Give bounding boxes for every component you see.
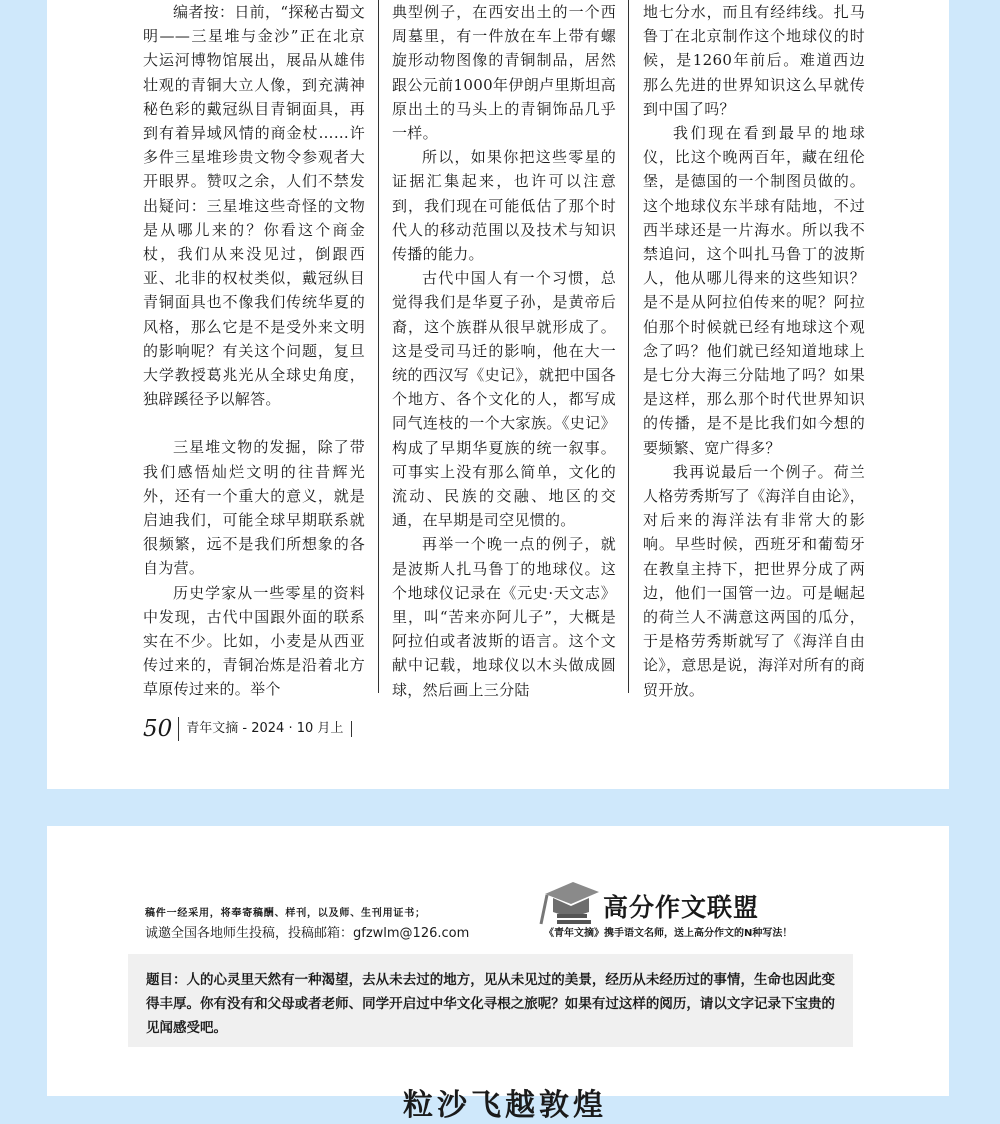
contribution-notice: 稿件一经采用，将奉寄稿酬、样刊，以及师、生刊用证书；: [145, 908, 426, 919]
article-column-3: [643, 0, 865, 702]
magazine-issue: 青年文摘 - 2024 · 10 月上: [179, 721, 352, 737]
contribution-invite: 诚邀全国各地师生投稿，投稿邮箱：gfzwlm@126.com: [145, 926, 470, 941]
paragraph: 历史学家从一些零星的资料中发现，古代中国跟外面的联系实在不少。比如，小麦是从西亚传过来的，青铜冶炼是沿着北方草原传过来的。举个: [143, 583, 365, 699]
column-title: 高分作文联盟: [603, 893, 760, 922]
essay-title: 粒沙飞越敦煌: [403, 1088, 607, 1123]
column-divider: [378, 0, 379, 693]
page-folio: [143, 717, 352, 741]
column-divider: [628, 0, 629, 693]
article-column-1: [143, 0, 365, 702]
paragraph: 再举一个晚一点的例子，就是波斯人扎马鲁丁的地球仪。这个地球仪记录在《元史·天文志》里，叫“苦来亦阿儿子”，大概是阿拉伯或者波斯的语言。这个文献中记载，地球仪以木头做成圆球，然后画上三分陆: [392, 535, 616, 699]
paragraph: 地七分水，而且有经纬线。扎马鲁丁在北京制作这个地球仪的时候，是1260年前后。难道西边那么先进的世界知识这么早就传到中国了吗？: [643, 3, 865, 118]
column-subtitle: 《青年文摘》携手语文名师，送上高分作文的N种写法！: [544, 928, 793, 939]
article-column-2: [392, 0, 616, 702]
editor-note: 编者按：日前，“探秘古蜀文明——三星堆与金沙”正在北京大运河博物馆展出，展品从雄伟壮观的青铜大立人像，到充满神秘色彩的戴冠纵目青铜面具，再到有着异域风情的商金杖……许多件三星堆珍贵文物令参观者大开眼界。赞叹之余，人们不禁发出疑问：三星堆这些奇怪的文物是从哪儿来的？你看这个商金杖，我们从来没见过，倒跟西亚、北非的权杖类似，戴冠纵目青铜面具也不像我们传统华夏的风格，那么它是不是受外来文明的影响呢？有关这个问题，复旦大学教授葛兆光从全球史角度，独辟蹊径予以解答。: [143, 3, 365, 409]
paragraph: 所以，如果你把这些零星的证据汇集起来，也许可以注意到，我们现在可能低估了那个时代人的移动范围以及技术与知识传播的能力。: [392, 148, 616, 264]
page-number: 50: [143, 717, 179, 741]
paragraph: 古代中国人有一个习惯，总觉得我们是华夏子孙，是黄帝后裔，这个族群从很早就形成了。这是受司马迁的影响，他在大一统的西汉写《史记》，就把中国各个地方、各个文化的人，都写成同气连枝的一个大家族。《史记》构成了早期华夏族的统一叙事。可事实上没有那么简单，文化的流动、民族的交融、地区的交通，在早期是司空见惯的。: [392, 269, 616, 530]
paragraph: 三星堆文物的发掘，除了带我们感悟灿烂文明的往昔辉光外，还有一个重大的意义，就是启迪我们，可能全球早期联系就很频繁，远不是我们所想象的各自为营。: [143, 438, 365, 578]
magazine-page-50: [47, 0, 949, 789]
graduation-cap-icon: [539, 878, 601, 930]
magazine-page-next: [47, 826, 949, 1123]
paragraph: 我再说最后一个例子。荷兰人格劳秀斯写了《海洋自由论》，对后来的海洋法有非常大的影响。早些时候，西班牙和葡萄牙在教皇主持下，把世界分成了两边，他们一国管一边。可是崛起的荷兰人不满意这两国的瓜分，于是格劳秀斯就写了《海洋自由论》，意思是说，海洋对所有的商贸开放。: [643, 462, 866, 699]
paragraph: 典型例子，在西安出土的一个西周墓里，有一件放在车上带有螺旋形动物图像的青铜制品，居然跟公元前1000年伊朗卢里斯坦高原出土的马头上的青铜饰品几乎一样。: [392, 3, 616, 143]
essay-topic-box: 题目：人的心灵里天然有一种渴望，去从未去过的地方，见从未见过的美景，经历从未经历过的事情，生命也因此变得丰厚。你有没有和父母或者老师、同学开启过中华文化寻根之旅呢？如果有过这样的阅历，请以文字记录下宝贵的见闻感受吧。: [128, 954, 853, 1047]
paragraph: 我们现在看到最早的地球仪，比这个晚两百年，藏在纽伦堡，是德国的一个制图员做的。这个地球仪东半球有陆地，不过西半球还是一片海水。所以我不禁追问，这个叫扎马鲁丁的波斯人，他从哪儿得来的这些知识？是不是从阿拉伯传来的呢？阿拉伯那个时候就已经有地球这个观念了吗？他们就已经知道地球上是七分大海三分陆地了吗？如果是这样，那么那个时代世界知识的传播，是不是比我们如今想的要频繁、宽广得多？: [643, 124, 865, 457]
